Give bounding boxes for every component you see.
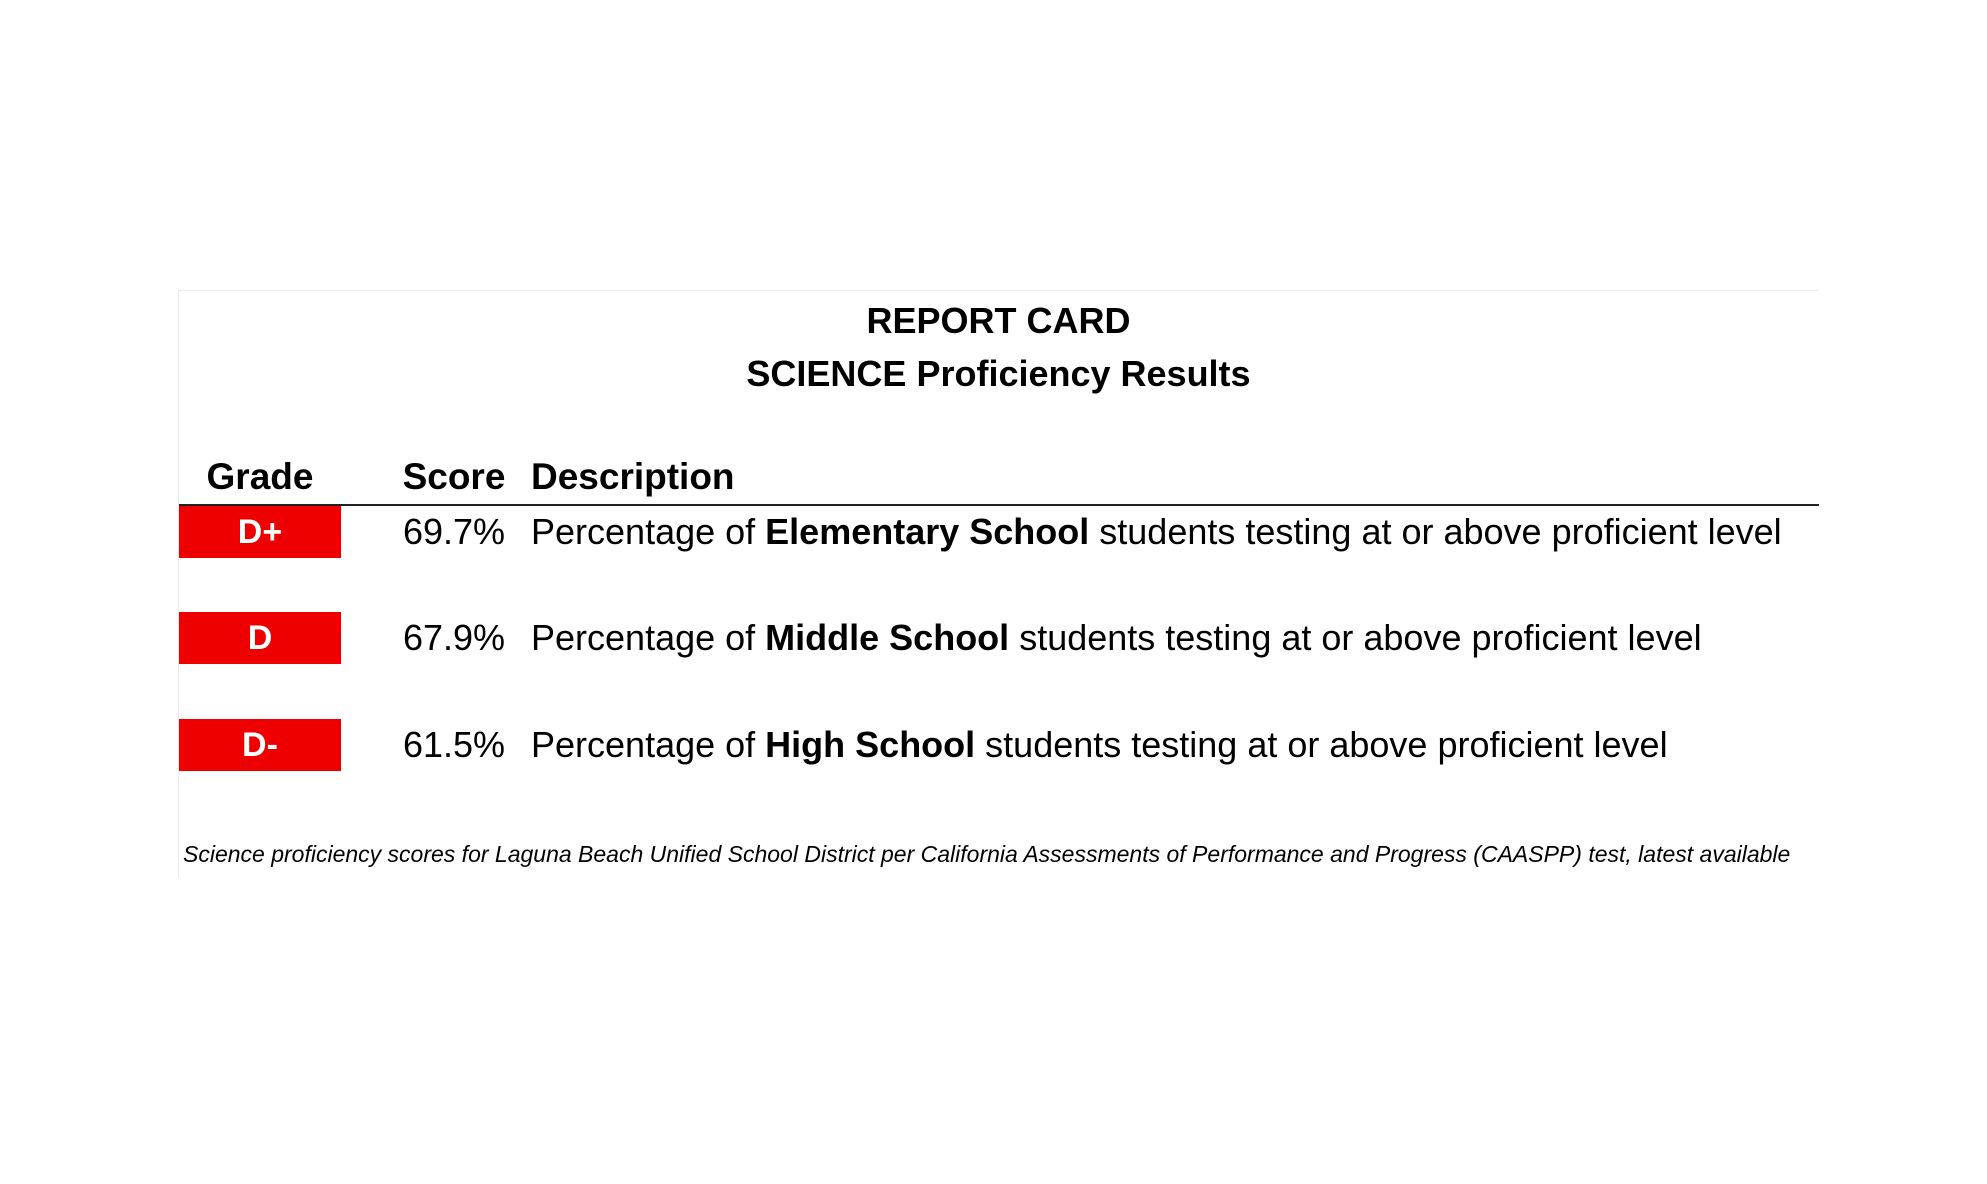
grade-badge: D+: [179, 506, 341, 558]
description-suffix: students testing at or above proficient level: [975, 724, 1668, 765]
table-row: [179, 612, 1819, 664]
report-card: [178, 290, 1818, 878]
source-footnote: Science proficiency scores for Laguna Beach Unified School District per California Assessments of Performance and Progress (CAASPP) test, latest available: [183, 841, 1791, 867]
school-level: High School: [765, 724, 976, 765]
row-description: [531, 506, 1782, 558]
grade-badge: D: [179, 612, 341, 664]
description-prefix: Percentage of: [531, 617, 766, 658]
description-suffix: students testing at or above proficient level: [1009, 617, 1702, 658]
row-description: [531, 719, 1668, 771]
score-column-header: Score: [402, 456, 506, 497]
score-value: 61.5%: [402, 724, 506, 765]
school-level: Elementary School: [765, 511, 1090, 552]
score-value: 67.9%: [402, 617, 506, 658]
description-prefix: Percentage of: [531, 724, 766, 765]
row-description: [531, 612, 1702, 664]
grade-column-header: Grade: [206, 456, 314, 497]
school-level: Middle School: [765, 617, 1010, 658]
table-row: [179, 506, 1819, 558]
score-value: 69.7%: [402, 511, 506, 552]
table-row: [179, 719, 1819, 771]
description-prefix: Percentage of: [531, 511, 766, 552]
description-column-header: Description: [531, 456, 735, 497]
report-subtitle: SCIENCE Proficiency Results: [746, 353, 1251, 394]
report-title: REPORT CARD: [866, 300, 1131, 341]
description-suffix: students testing at or above proficient level: [1089, 511, 1782, 552]
grade-badge: D-: [179, 719, 341, 771]
